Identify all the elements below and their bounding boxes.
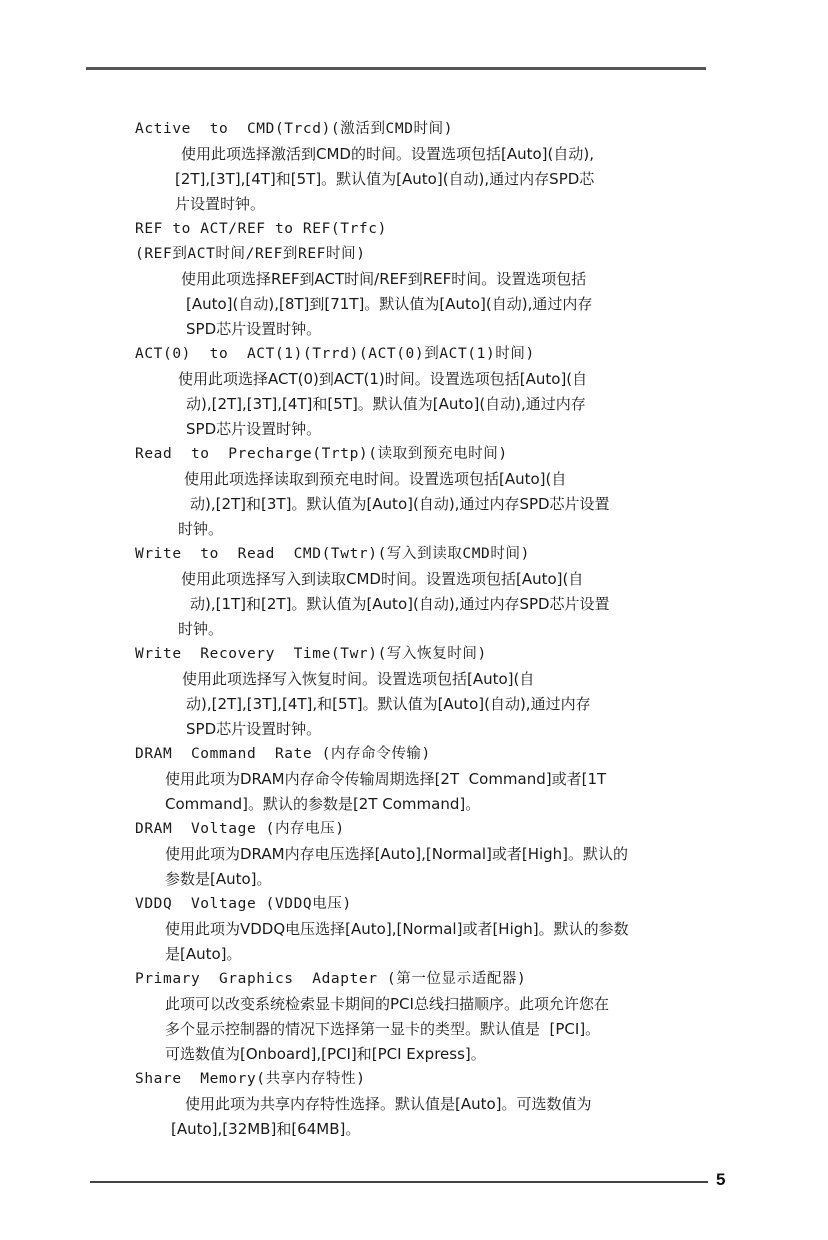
section-text: 使用此项为DRAM内存命令传输周期选择[2T Command]或者[1T — [165, 770, 607, 788]
section-text: 使用此项选择REF到ACT时间/REF到REF时间。设置选项包括 — [181, 270, 587, 288]
section-heading: Active to CMD(Trcd)(激活到CMD时间) — [135, 121, 454, 137]
section-heading: ACT(0) to ACT(1)(Trrd)(ACT(0)到ACT(1)时间) — [135, 346, 535, 362]
section-text: 动),[1T]和[2T]。默认值为[Auto](自动),通过内存SPD芯片设置 — [190, 595, 610, 613]
section-text: [2T],[3T],[4T]和[5T]。默认值为[Auto](自动),通过内存SPD芯 — [175, 170, 595, 188]
section-text: Command]。默认的参数是[2T Command]。 — [165, 795, 481, 813]
section-text: 动),[2T],[3T],[4T],和[5T]。默认值为[Auto](自动),通过内存 — [186, 695, 591, 713]
section-text: 多个显示控制器的情况下选择第一显卡的类型。默认值是 [PCI]。 — [165, 1020, 601, 1038]
section-text: 动),[2T],[3T],[4T]和[5T]。默认值为[Auto](自动),通过内存 — [186, 395, 586, 413]
section-heading: Read to Precharge(Trtp)(读取到预充电时间) — [135, 446, 508, 462]
section-text: 使用此项选择读取到预充电时间。设置选项包括[Auto](自 — [184, 470, 567, 488]
section-text: 片设置时钟。 — [175, 195, 266, 213]
section-text: 时钟。 — [178, 620, 224, 638]
section-text: [Auto],[32MB]和[64MB]。 — [171, 1120, 361, 1138]
section-text: 使用此项选择激活到CMD的时间。设置选项包括[Auto](自动), — [181, 145, 594, 163]
section-heading: VDDQ Voltage (VDDQ电压) — [135, 896, 352, 912]
section-text: 参数是[Auto]。 — [165, 870, 272, 888]
section-heading: Share Memory(共享内存特性) — [135, 1071, 366, 1087]
section-heading: Write Recovery Time(Twr)(写入恢复时间) — [135, 646, 487, 662]
section-heading: DRAM Command Rate (内存命令传输) — [135, 746, 431, 762]
section-heading: Primary Graphics Adapter (第一位显示适配器) — [135, 971, 527, 987]
section-heading: DRAM Voltage (内存电压) — [135, 821, 345, 837]
section-text: 是[Auto]。 — [165, 945, 242, 963]
section-text: 使用此项为共享内存特性选择。默认值是[Auto]。可选数值为 — [185, 1095, 592, 1113]
section-text: SPD芯片设置时钟。 — [186, 720, 322, 738]
section-text: 时钟。 — [178, 520, 224, 538]
section-text: 此项可以改变系统检索显卡期间的PCI总线扫描顺序。此项允许您在 — [165, 995, 609, 1013]
section-heading: REF to ACT/REF to REF(Trfc) — [135, 221, 387, 237]
section-heading: (REF到ACT时间/REF到REF时间) — [135, 246, 366, 262]
section-text: SPD芯片设置时钟。 — [186, 320, 322, 338]
section-heading: Write to Read CMD(Twtr)(写入到读取CMD时间) — [135, 546, 530, 562]
section-text: 使用此项为DRAM内存电压选择[Auto],[Normal]或者[High]。默认的 — [165, 845, 629, 863]
section-text: 使用此项选择写入到读取CMD时间。设置选项包括[Auto](自 — [181, 570, 584, 588]
section-text: 使用此项为VDDQ电压选择[Auto],[Normal]或者[High]。默认的参数 — [165, 920, 629, 938]
section-text: SPD芯片设置时钟。 — [186, 420, 322, 438]
section-text: [Auto](自动),[8T]到[71T]。默认值为[Auto](自动),通过内存 — [186, 295, 593, 313]
section-text: 可选数值为[Onboard],[PCI]和[PCI Express]。 — [165, 1045, 486, 1063]
section-text: 使用此项选择ACT(0)到ACT(1)时间。设置选项包括[Auto](自 — [178, 370, 588, 388]
footer-rule — [90, 1181, 708, 1183]
section-text: 使用此项选择写入恢复时间。设置选项包括[Auto](自 — [182, 670, 535, 688]
section-text: 动),[2T]和[3T]。默认值为[Auto](自动),通过内存SPD芯片设置 — [190, 495, 610, 513]
page-number: 5 — [716, 1170, 726, 1189]
